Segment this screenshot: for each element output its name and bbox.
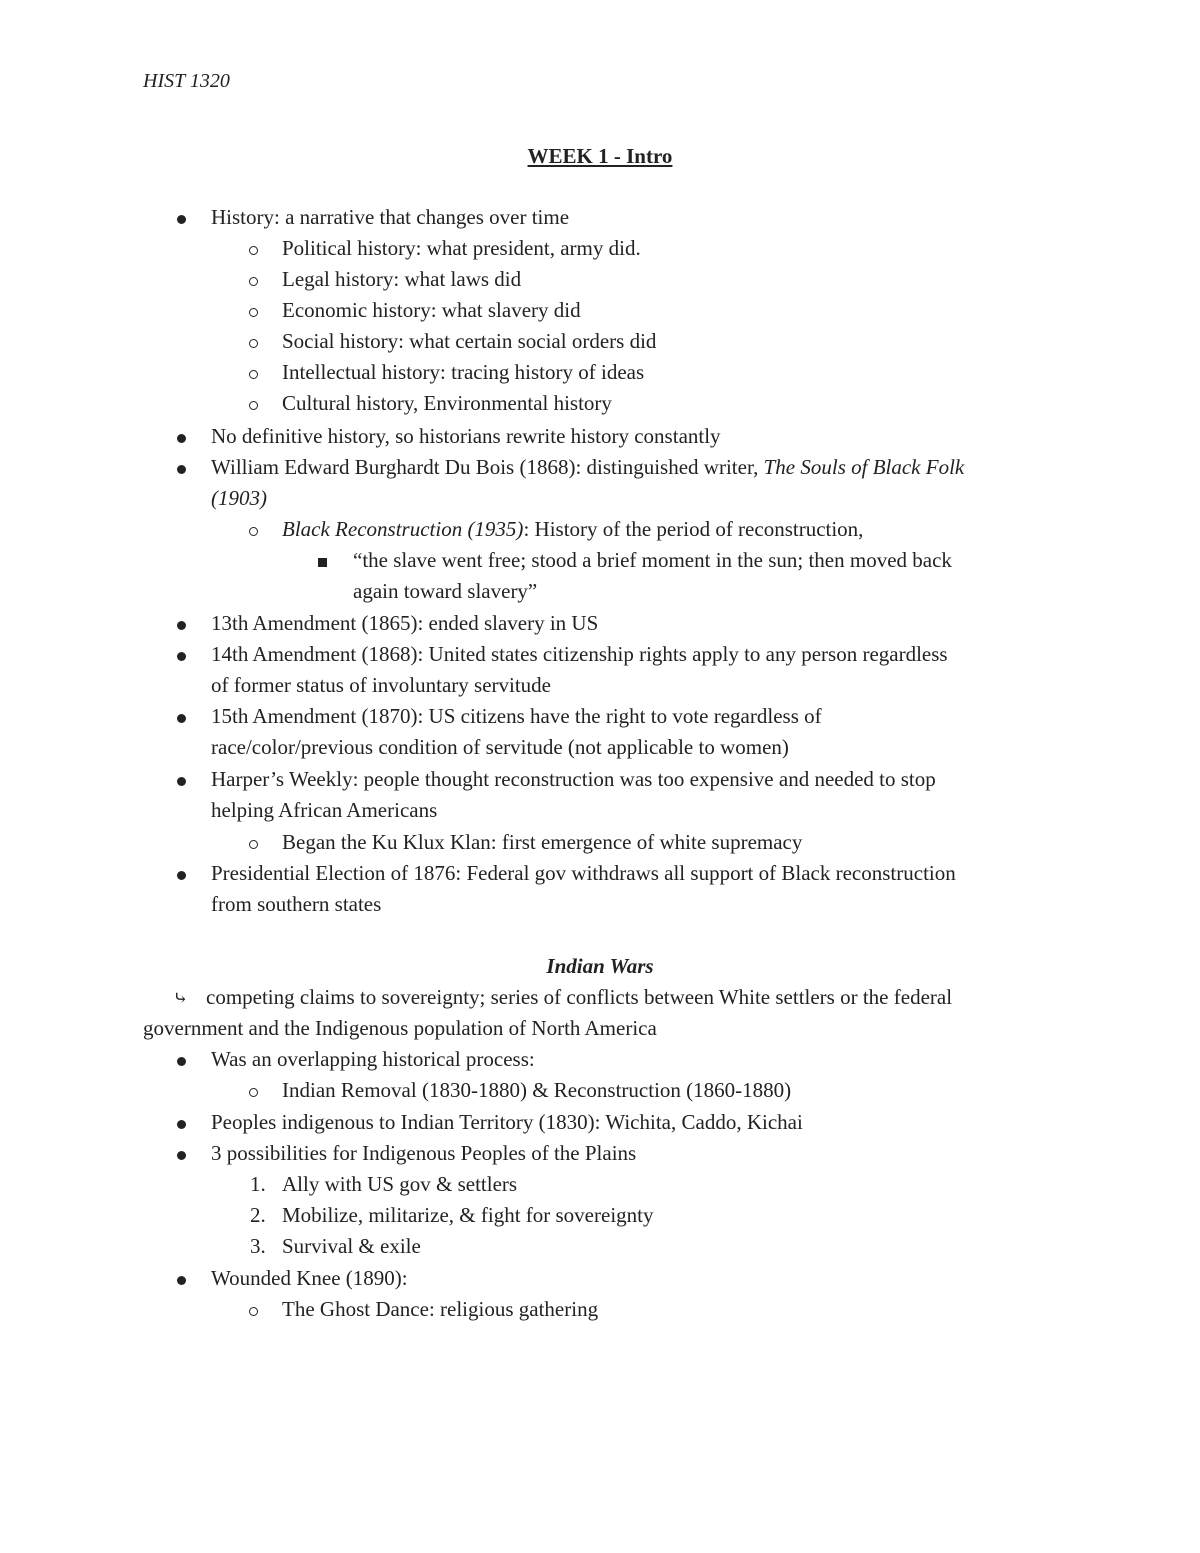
list-number: 2. bbox=[250, 1203, 266, 1227]
list-item-continuation: from southern states bbox=[211, 892, 382, 916]
list-item-continuation: helping African Americans bbox=[211, 798, 438, 822]
list-item: No definitive history, so historians rewrite history constantly bbox=[211, 424, 721, 448]
numbered-item: Ally with US gov & settlers bbox=[282, 1172, 518, 1196]
list-item: Wounded Knee (1890): bbox=[211, 1266, 408, 1290]
circle-bullet-icon bbox=[249, 264, 258, 295]
black-reconstruction-title: Black Reconstruction (1935) bbox=[282, 517, 524, 541]
list-item-continuation: of former status of involuntary servitude bbox=[211, 673, 551, 697]
list-number: 3. bbox=[250, 1234, 266, 1258]
intro-line: competing claims to sovereignty; series of conflicts between White settlers or the federal bbox=[206, 985, 953, 1009]
quote-line: again toward slavery” bbox=[353, 579, 538, 603]
circle-bullet-icon bbox=[249, 326, 258, 357]
bullet-icon bbox=[177, 639, 186, 670]
list-item: Was an overlapping historical process: bbox=[211, 1047, 535, 1071]
circle-bullet-icon bbox=[249, 357, 258, 388]
bullet-icon bbox=[177, 1138, 186, 1169]
list-item: 3 possibilities for Indigenous Peoples of the Plains bbox=[211, 1141, 637, 1165]
bullet-icon bbox=[177, 1044, 186, 1075]
bullet-icon bbox=[177, 452, 186, 483]
bullet-icon bbox=[177, 764, 186, 795]
course-header: HIST 1320 bbox=[143, 70, 230, 92]
sub-list-item: Intellectual history: tracing history of ideas bbox=[282, 360, 645, 384]
sub-list-item: Social history: what certain social orders did bbox=[282, 329, 657, 353]
list-item: History: a narrative that changes over time bbox=[211, 205, 570, 229]
sub-list-item: The Ghost Dance: religious gathering bbox=[282, 1297, 599, 1321]
dubois-text: William Edward Burghardt Du Bois (1868): distinguished writer, bbox=[211, 455, 764, 479]
circle-bullet-icon bbox=[249, 1294, 258, 1325]
list-item-continuation: race/color/previous condition of servitude (not applicable to women) bbox=[211, 735, 789, 759]
bullet-icon bbox=[177, 1263, 186, 1294]
list-item: 14th Amendment (1868): United states citizenship rights apply to any person regardless bbox=[211, 642, 948, 666]
bullet-icon bbox=[177, 608, 186, 639]
list-item: Harper’s Weekly: people thought reconstruction was too expensive and needed to stop bbox=[211, 767, 936, 791]
section-heading-week1: WEEK 1 - Intro bbox=[527, 144, 673, 168]
hook-arrow-icon: ⤷ bbox=[173, 988, 189, 1008]
square-bullet-icon bbox=[318, 545, 327, 576]
sub-list-item-black-reconstruction bbox=[282, 514, 863, 545]
dubois-book-title: The Souls of Black Folk bbox=[763, 455, 965, 479]
bullet-icon bbox=[177, 858, 186, 889]
bullet-icon bbox=[177, 701, 186, 732]
list-item: Presidential Election of 1876: Federal gov withdraws all support of Black reconstruction bbox=[211, 861, 956, 885]
bullet-icon bbox=[177, 1107, 186, 1138]
list-item-continuation bbox=[211, 483, 267, 514]
list-number: 1. bbox=[250, 1172, 266, 1196]
list-item-dubois bbox=[211, 452, 964, 483]
sub-list-item: Cultural history, Environmental history bbox=[282, 391, 612, 415]
numbered-item: Survival & exile bbox=[282, 1234, 421, 1258]
circle-bullet-icon bbox=[249, 1075, 258, 1106]
bullet-icon bbox=[177, 421, 186, 452]
circle-bullet-icon bbox=[249, 295, 258, 326]
quote-line: “the slave went free; stood a brief moment in the sun; then moved back bbox=[353, 548, 952, 572]
circle-bullet-icon bbox=[249, 233, 258, 264]
dubois-book-year: (1903) bbox=[211, 486, 267, 510]
sub-list-item: Legal history: what laws did bbox=[282, 267, 522, 291]
list-item: 15th Amendment (1870): US citizens have the right to vote regardless of bbox=[211, 704, 822, 728]
section-heading-indian-wars: Indian Wars bbox=[546, 954, 654, 978]
circle-bullet-icon bbox=[249, 388, 258, 419]
numbered-item: Mobilize, militarize, & fight for sovereignty bbox=[282, 1203, 654, 1227]
intro-line: government and the Indigenous population of North America bbox=[143, 1016, 657, 1040]
sub-list-item: Political history: what president, army did. bbox=[282, 236, 641, 260]
bullet-icon bbox=[177, 202, 186, 233]
list-item: Peoples indigenous to Indian Territory (1830): Wichita, Caddo, Kichai bbox=[211, 1110, 803, 1134]
sub-list-item: Economic history: what slavery did bbox=[282, 298, 581, 322]
list-item: 13th Amendment (1865): ended slavery in US bbox=[211, 611, 599, 635]
sub-list-item: Indian Removal (1830-1880) & Reconstruction (1860-1880) bbox=[282, 1078, 792, 1102]
sub-list-item: Began the Ku Klux Klan: first emergence of white supremacy bbox=[282, 830, 803, 854]
black-reconstruction-text: : History of the period of reconstruction, bbox=[523, 517, 864, 541]
circle-bullet-icon bbox=[249, 827, 258, 858]
circle-bullet-icon bbox=[249, 514, 258, 545]
